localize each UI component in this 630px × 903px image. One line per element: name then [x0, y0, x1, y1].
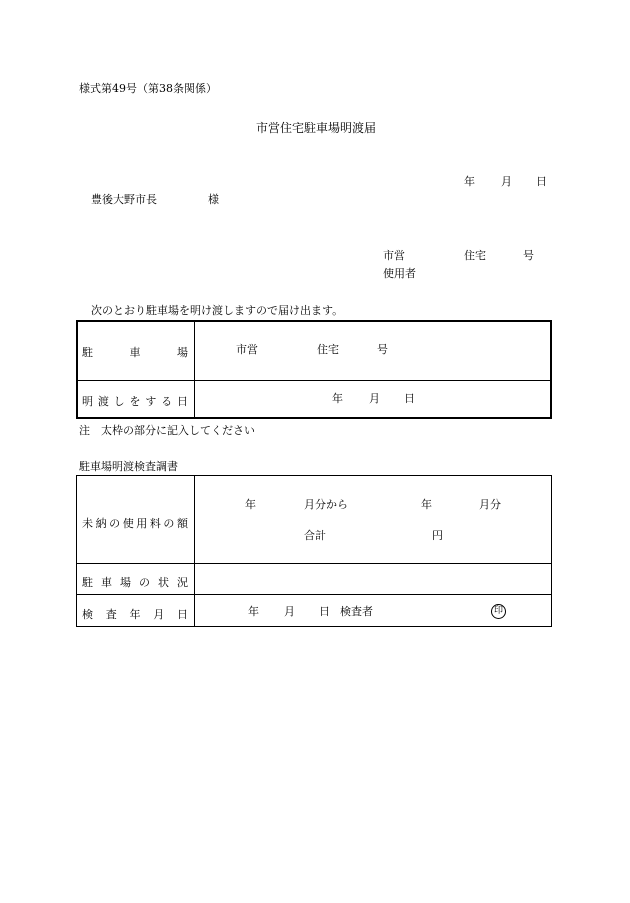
unpaid-month-to: 月分 — [479, 498, 501, 511]
inspection-row-divider-2 — [76, 594, 552, 595]
unpaid-year-from: 年 — [245, 498, 256, 511]
inspection-col-divider — [194, 475, 195, 627]
seal-icon: 印 — [491, 604, 506, 619]
applicant-user: 使用者 — [383, 267, 416, 280]
applicant-city-housing: 市営 — [383, 249, 405, 262]
row-label-vacate-date: 明 渡 し を す る 日 — [82, 395, 188, 408]
unpaid-year-to: 年 — [421, 498, 432, 511]
date-year: 年 — [464, 175, 475, 188]
inspection-day: 日 — [319, 605, 330, 618]
applicant-housing: 住宅 — [464, 249, 486, 262]
vacate-day: 日 — [404, 392, 415, 405]
page-title: 市営住宅駐車場明渡届 — [256, 121, 377, 135]
intro-text: 次のとおり駐車場を明け渡しますので届け出ます。 — [91, 304, 344, 317]
row-label-parking-condition: 駐 車 場 の 状 況 — [82, 576, 188, 589]
parking-number: 号 — [377, 343, 388, 356]
parking-housing: 住宅 — [317, 343, 339, 356]
inspection-year: 年 — [248, 605, 259, 618]
note-text: 注 太枠の部分に記入してください — [79, 424, 255, 437]
form-number: 様式第49号（第38条関係） — [79, 82, 217, 95]
addressee-honorific: 様 — [208, 193, 219, 206]
main-table-row-divider — [76, 380, 552, 381]
unpaid-total: 合計 — [304, 529, 326, 542]
applicant-number: 号 — [523, 249, 534, 262]
row-label-parking: 駐 車 場 — [82, 346, 188, 359]
addressee-name: 豊後大野市長 — [91, 193, 157, 206]
vacate-year: 年 — [332, 392, 343, 405]
row-label-inspection-date: 検 査 年 月 日 — [82, 608, 188, 621]
unpaid-yen: 円 — [432, 529, 443, 542]
row-label-unpaid-fee: 未 納 の 使 用 料 の 額 — [82, 517, 188, 530]
inspection-month: 月 — [284, 605, 295, 618]
date-day: 日 — [536, 175, 547, 188]
inspector-label: 検査者 — [340, 605, 373, 618]
unpaid-month-from: 月分から — [304, 498, 348, 511]
date-month: 月 — [501, 175, 512, 188]
inspection-row-divider-1 — [76, 563, 552, 564]
parking-city: 市営 — [236, 343, 258, 356]
vacate-month: 月 — [369, 392, 380, 405]
main-table-col-divider — [194, 320, 195, 419]
inspection-title: 駐車場明渡検査調書 — [79, 460, 178, 473]
